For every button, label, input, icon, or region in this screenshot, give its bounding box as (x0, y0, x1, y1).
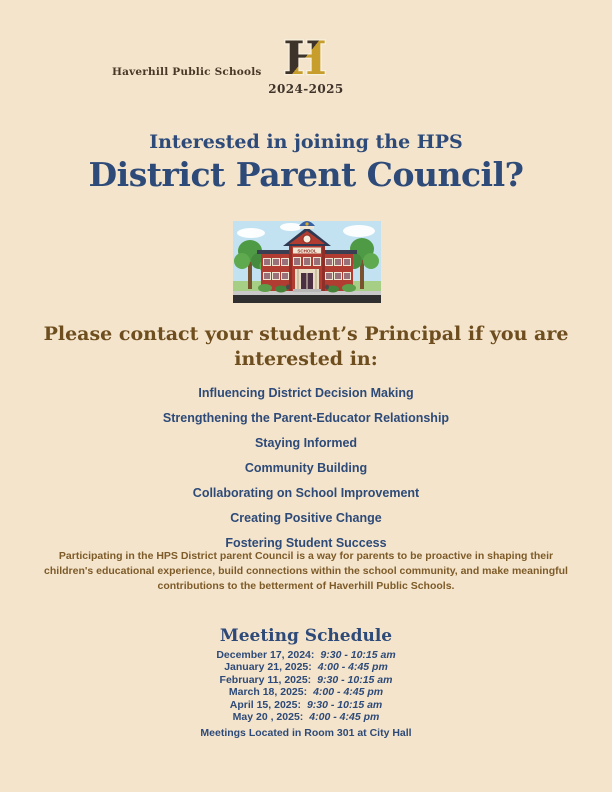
logo-letter: H (283, 35, 327, 81)
flyer-subtitle: Interested in joining the HPS (149, 131, 463, 153)
benefit-item: Fostering Student Success (225, 536, 387, 550)
benefit-item: Collaborating on School Improvement (192, 486, 420, 500)
meeting-date: February 11, 2025: (219, 673, 312, 686)
meeting-time: 9:30 - 10:15 am (306, 698, 383, 711)
description-paragraph: Participating in the HPS District parent Council is a way for parents to be proactive in shaping their children's educational experience, build connections within the school community, and make meaningful contributions to the betterment of Haverhill Public Schools. (44, 550, 568, 593)
benefit-item: Influencing District Decision Making (198, 386, 414, 400)
school-sign-text: SCHOOL (297, 248, 317, 254)
schedule-row (0, 686, 612, 698)
meeting-date: May 20 , 2025: (232, 711, 304, 724)
schedule-heading: Meeting Schedule (219, 626, 393, 646)
meeting-date: March 18, 2025: (228, 686, 308, 699)
benefit-item: Creating Positive Change (230, 511, 382, 525)
meeting-time: 9:30 - 10:15 am (320, 649, 396, 661)
benefit-item: Community Building (244, 461, 368, 475)
schedule-row (0, 649, 612, 661)
contact-heading-line: interested in: (234, 348, 378, 370)
schedule-row (0, 674, 612, 686)
meeting-time: 4:00 - 4:45 pm (313, 686, 384, 699)
benefit-item: Strengthening the Parent-Educator Relationship (162, 411, 450, 425)
meeting-time: 4:00 - 4:45 pm (309, 711, 380, 724)
contact-heading-line: Please contact your student’s Principal if you are (43, 323, 569, 345)
meeting-date: December 17, 2024: (216, 649, 315, 661)
flyer-main-title: District Parent Council? (88, 155, 524, 194)
schedule-row (0, 711, 612, 723)
meeting-date: January 21, 2025: (224, 661, 312, 674)
schedule-row (0, 699, 612, 711)
school-year-text: 2024-2025 (268, 82, 344, 96)
school-building-illustration (233, 221, 381, 303)
contact-heading (0, 322, 612, 372)
benefits-list (0, 381, 612, 556)
meeting-time: 9:30 - 10:15 am (317, 673, 393, 686)
meeting-date: April 15, 2025: (229, 698, 301, 711)
hps-h-logo (283, 35, 327, 81)
schedule-row (0, 661, 612, 673)
school-name-text: Haverhill Public Schools (112, 66, 262, 78)
meeting-time: 4:00 - 4:45 pm (317, 661, 388, 674)
benefit-item: Staying Informed (254, 436, 358, 450)
road (233, 295, 381, 303)
schedule-list (0, 649, 612, 723)
meeting-location: Meetings Located in Room 301 at City Hall (200, 727, 412, 739)
